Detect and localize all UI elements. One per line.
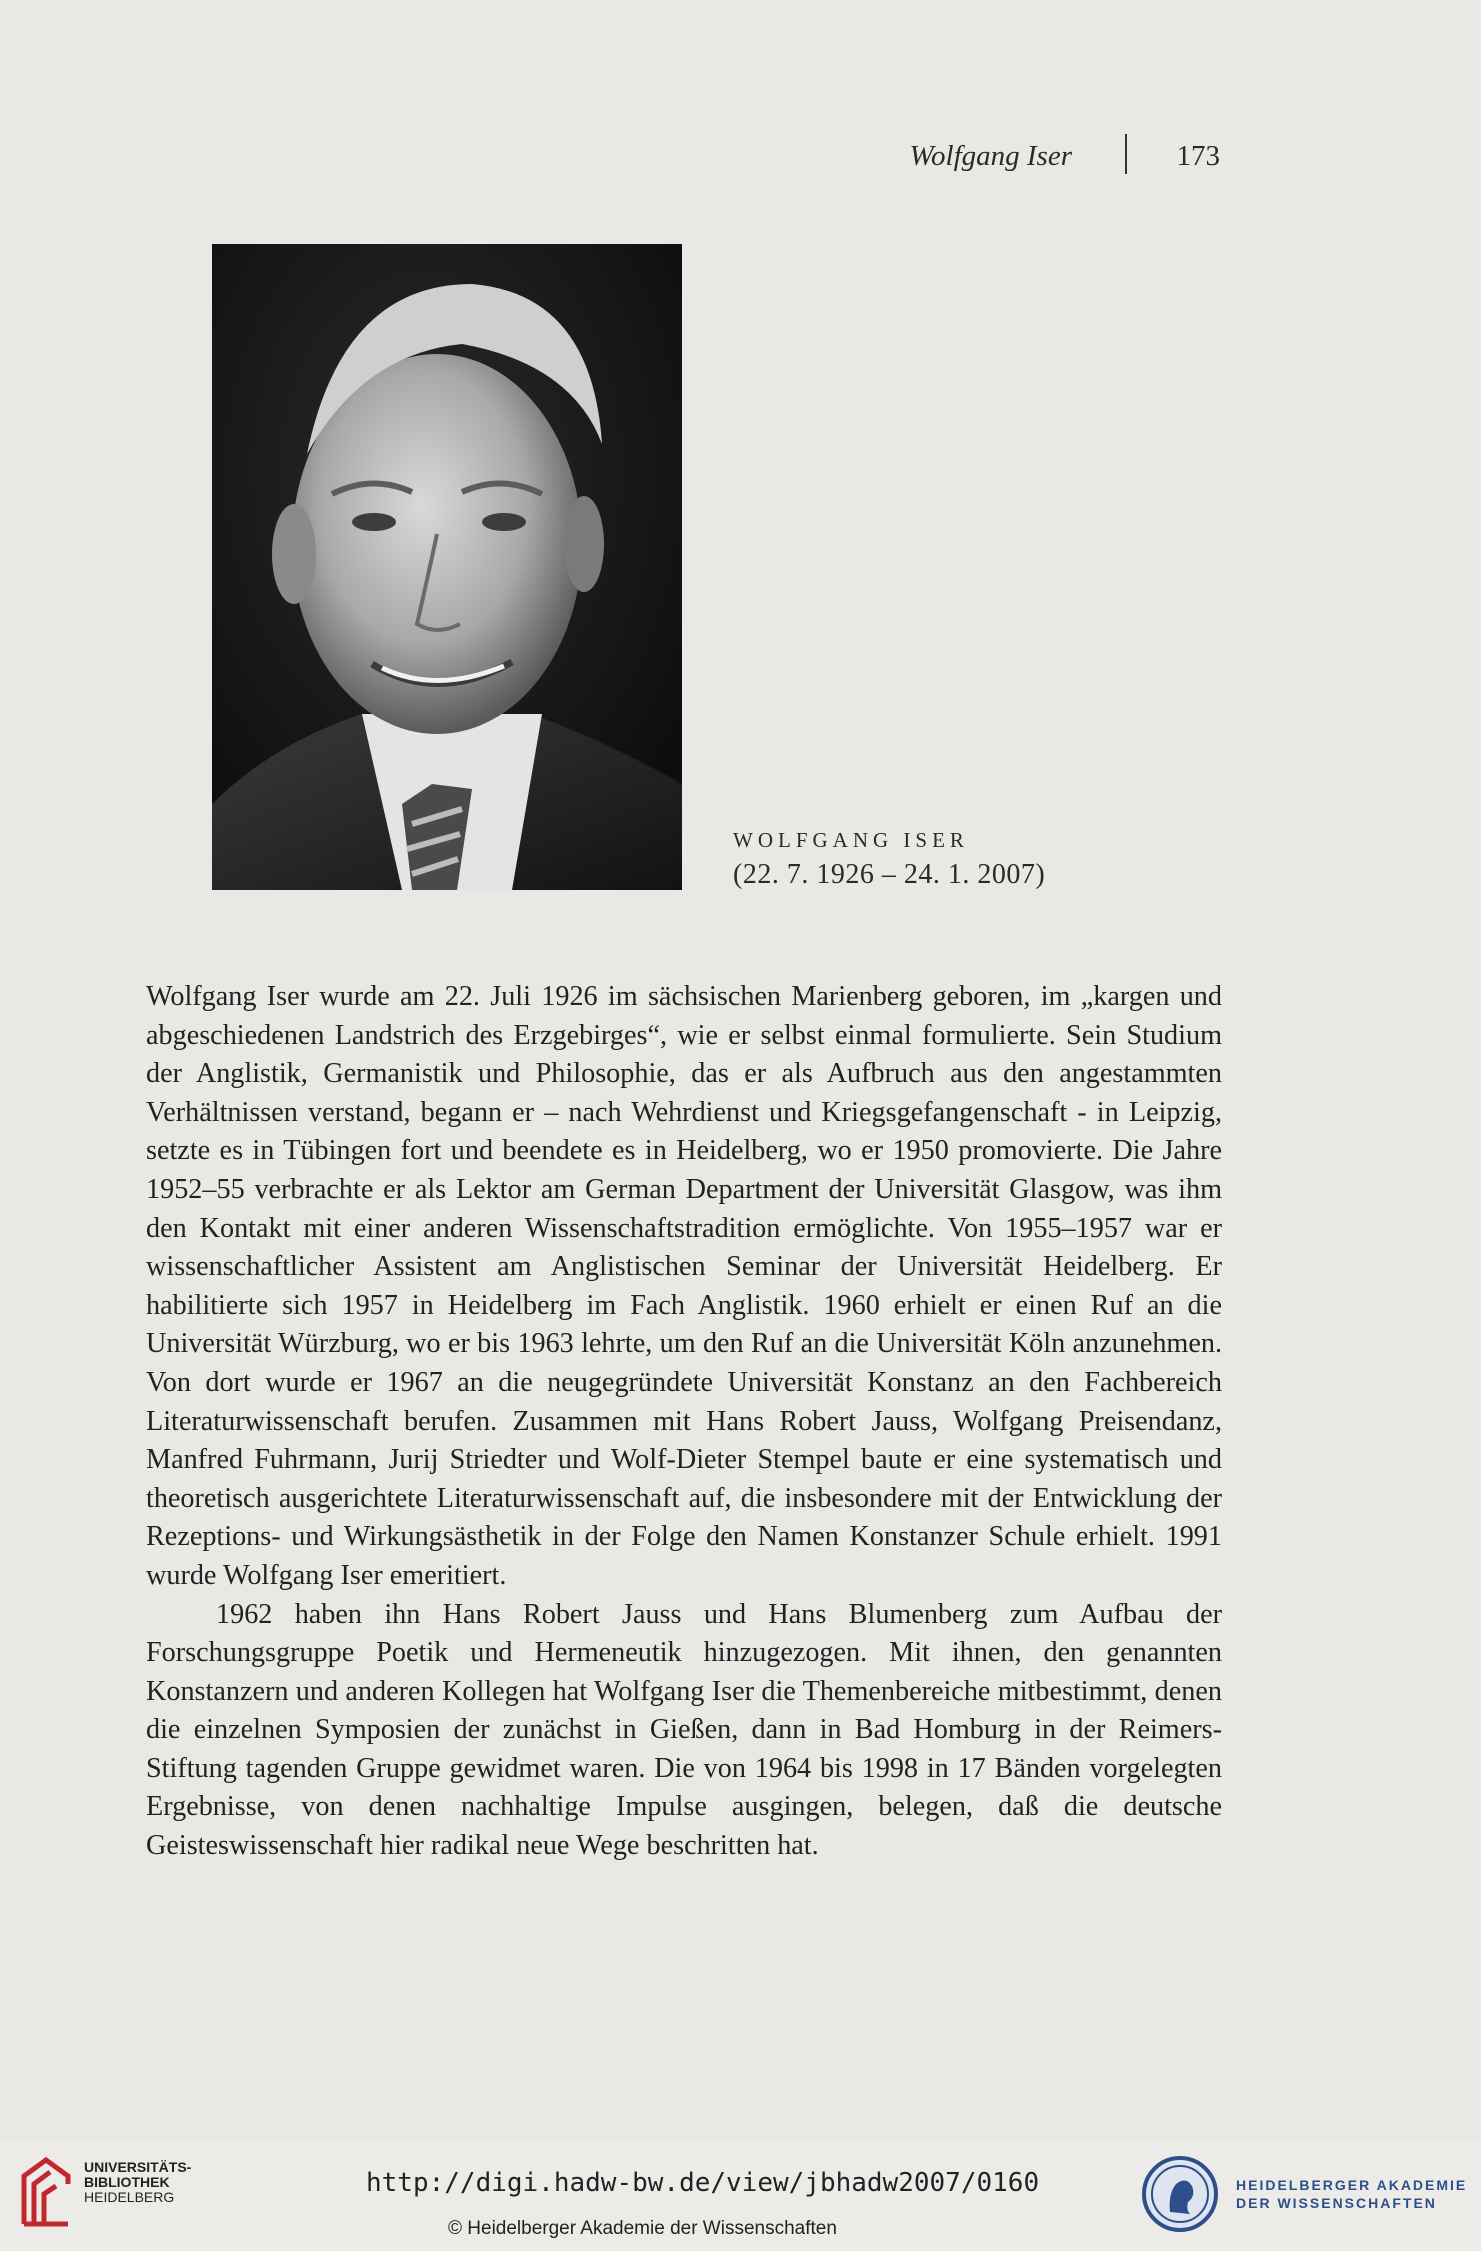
university-library-name — [84, 2160, 191, 2205]
copyright-notice: © Heidelberger Akademie der Wissenschaften — [448, 2218, 837, 2239]
academy-line: HEIDELBERGER AKADEMIE — [1236, 2177, 1468, 2193]
portrait-photo — [212, 244, 682, 890]
caption-name: WOLFGANG ISER — [733, 828, 969, 852]
university-library-logo-icon — [16, 2154, 76, 2230]
caption-dates: (22. 7. 1926 – 24. 1. 2007) — [733, 859, 1046, 890]
portrait-image — [212, 244, 682, 890]
running-head — [880, 134, 1220, 182]
photo-caption — [733, 828, 1153, 891]
permalink-url[interactable]: http://digi.hadw-bw.de/view/jbhadw2007/0160 — [366, 2168, 1040, 2198]
paragraph: Wolfgang Iser wurde am 22. Juli 1926 im sächsischen Marienberg geboren, im „kargen und abgeschiedenen Landstrich des Erzgebirges“, wie er selbst einmal formulierte. Sein Studium der Anglistik, Germanistik und Philosophie, das er als Aufbruch aus den angestammten Verhältnissen verstand, begann er – nach Wehrdienst und Kriegsgefangenschaft - in Leipzig, setzte es in Tübingen fort und beendete es in Heidelberg, wo er 1950 promovierte. Die Jahre 1952–55 verbrachte er als Lektor am German Department der Universität Glasgow, was ihm den Kontakt mit einer anderen Wissenschaftstradition ermöglichte. Von 1955–1957 war er wissenschaftlicher Assistent am Anglistischen Seminar der Universität Heidelberg. Er habilitierte sich 1957 in Heidelberg im Fach Anglistik. 1960 erhielt er einen Ruf an die Universität Würzburg, wo er bis 1963 lehrte, um den Ruf an die Universität Köln anzunehmen. Von dort wurde er 1967 an die neugegründete Universität Konstanz an den Fachbereich Literaturwissenschaft berufen. Zusammen mit Hans Robert Jauss, Wolfgang Preisendanz, Manfred Fuhrmann, Jurij Striedter und Wolf-Dieter Stempel baute er eine systematisch und theoretisch ausgerichtete Literaturwissenschaft auf, die insbesondere mit der Entwicklung der Rezeptions- und Wirkungsästhetik in der Folge den Namen Konstanzer Schule erhielt. 1991 wurde Wolfgang Iser emeritiert. — [146, 981, 1222, 1591]
academy-seal-icon — [1140, 2154, 1220, 2234]
ub-line: UNIVERSITÄTS- — [84, 2159, 192, 2175]
running-head-divider — [1125, 134, 1127, 174]
page-number: 173 — [1176, 140, 1220, 172]
article-body — [146, 978, 1222, 1866]
digitization-footer — [0, 2140, 1481, 2251]
academy-line: DER WISSENSCHAFTEN — [1236, 2195, 1437, 2211]
ub-line: BIBLIOTHEK — [84, 2174, 170, 2190]
ub-line: HEIDELBERG — [84, 2189, 175, 2205]
running-head-author: Wolfgang Iser — [909, 140, 1072, 172]
paragraph: 1962 haben ihn Hans Robert Jauss und Hans Blumenberg zum Aufbau der Forschungsgruppe Poetik und Hermeneutik hinzugezogen. Mit ihnen, den genannten Konstanzern und anderen Kollegen hat Wolfgang Iser die Themenbereiche mitbestimmt, denen die einzelnen Symposien der zunächst in Gießen, dann in Bad Homburg in der Reimers-Stiftung tagenden Gruppe gewidmet waren. Die von 1964 bis 1998 in 17 Bänden vorgelegten Ergebnisse, von denen nachhaltige Impulse ausgingen, belegen, daß die deutsche Geisteswissenschaft hier radikal neue Wege beschritten hat. — [146, 1598, 1222, 1862]
academy-name — [1236, 2176, 1467, 2212]
